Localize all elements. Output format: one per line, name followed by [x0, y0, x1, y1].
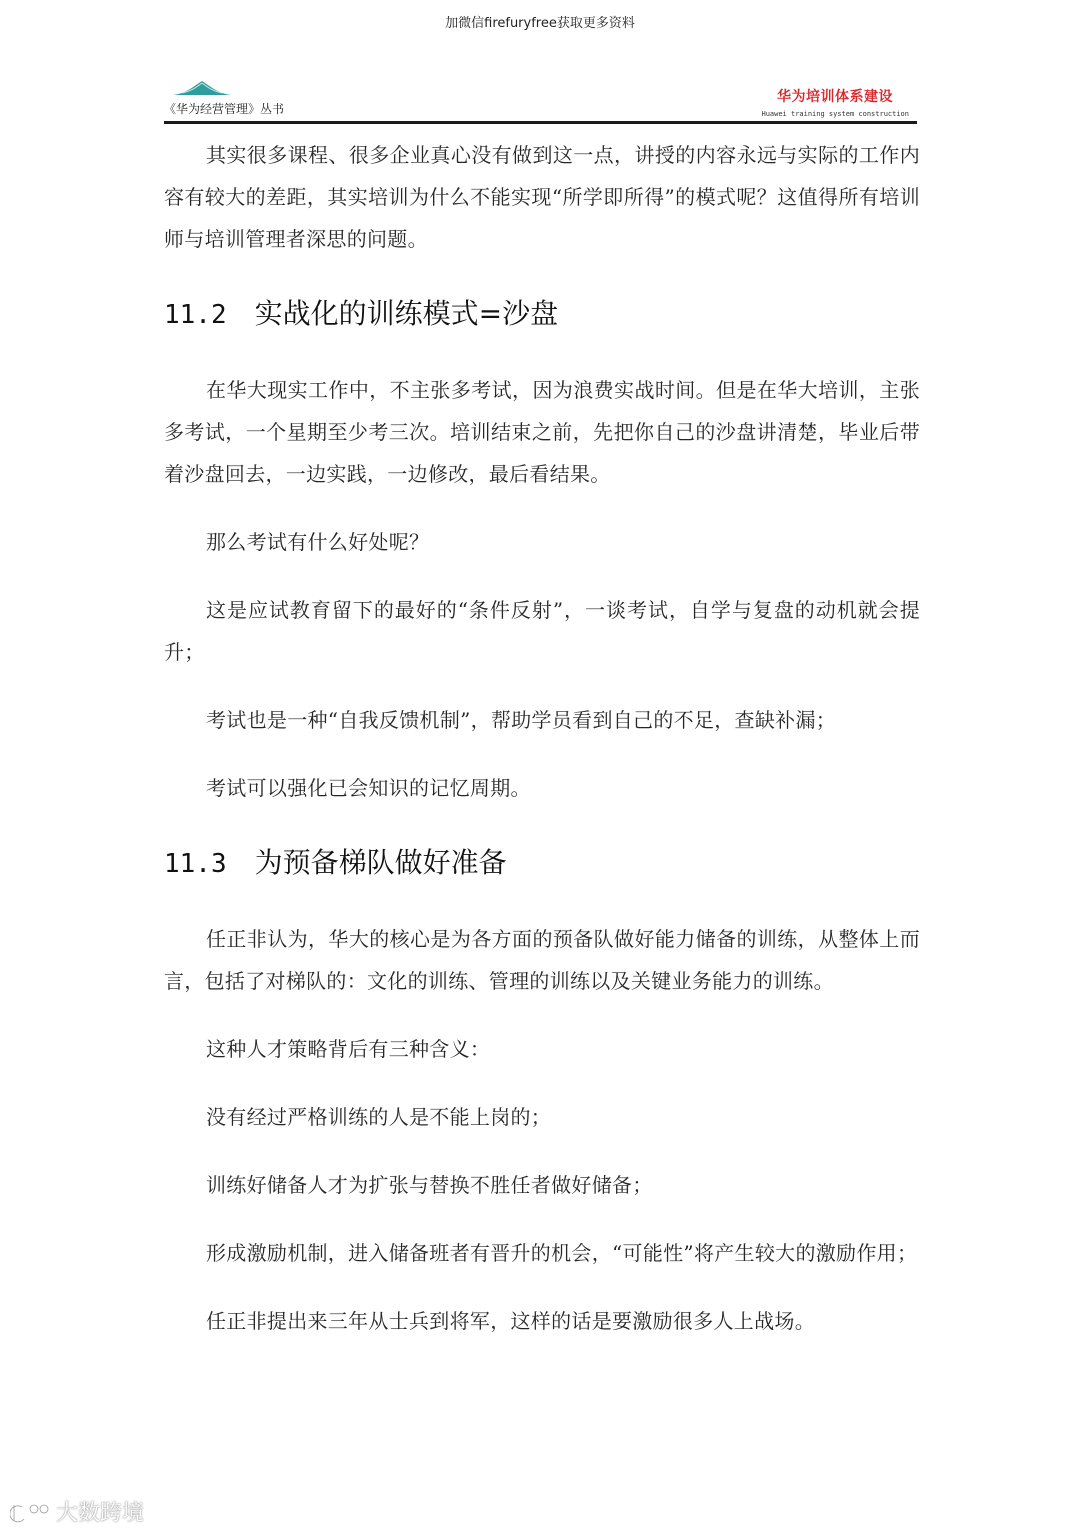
paragraph: 在华大现实工作中，不主张多考试，因为浪费实战时间。但是在华大培训，主张多考试，一个星期至少考三次。培训结束之前，先把你自己的沙盘讲清楚，毕业后带着沙盘回去，一边实践，一边修改，最后看结果。 — [164, 378, 920, 486]
kuajing-logo-icon — [10, 1499, 50, 1525]
paragraph: 任正非认为，华大的核心是为各方面的预备队做好能力储备的训练，从整体上而言，包括了对梯队的：文化的训练、管理的训练以及关键业务能力的训练。 — [164, 927, 920, 993]
watermark — [10, 1496, 144, 1527]
document-body — [164, 134, 920, 1342]
section-title: 实战化的训练模式=沙盘 — [254, 297, 559, 330]
brand-subtitle: Huawei training system construction — [761, 110, 909, 118]
paragraph: 没有经过严格训练的人是不能上岗的； — [206, 1105, 552, 1129]
paragraph: 这种人才策略背后有三种含义： — [206, 1037, 491, 1061]
series-title: 《华为经营管理》丛书 — [164, 102, 285, 116]
paragraph: 考试也是一种“自我反馈机制”，帮助学员看到自己的不足，查缺补漏； — [206, 708, 837, 732]
paragraph: 任正非提出来三年从士兵到将军，这样的话是要激励很多人上战场。 — [206, 1309, 815, 1333]
header-rule — [164, 121, 917, 124]
paragraph: 形成激励机制，进入储备班者有晋升的机会，“可能性”将产生较大的激励作用； — [206, 1241, 918, 1265]
paragraph: 训练好储备人才为扩张与替换不胜任者做好储备； — [206, 1173, 653, 1197]
mountain-logo-icon — [172, 80, 232, 96]
page-header — [164, 76, 917, 124]
intro-paragraph: 其实很多课程、很多企业真心没有做到这一点，讲授的内容永远与实际的工作内容有较大的差距，其实培训为什么不能实现“所学即所得”的模式呢？这值得所有培训师与培训管理者深思的问题。 — [164, 143, 920, 251]
top-note: 加微信firefuryfree获取更多资料 — [445, 16, 635, 31]
section-heading-11-3 — [164, 843, 920, 884]
paragraph: 考试可以强化已会知识的记忆周期。 — [206, 776, 531, 800]
watermark-text: 大数跨境 — [56, 1501, 145, 1526]
paragraph: 那么考试有什么好处呢？ — [206, 530, 430, 554]
section-title: 为预备梯队做好准备 — [254, 846, 507, 879]
paragraph: 这是应试教育留下的最好的“条件反射”，一谈考试，自学与复盘的动机就会提升； — [164, 598, 920, 664]
section-heading-11-2 — [164, 294, 920, 335]
section-number: 11.3 — [164, 849, 227, 879]
section-number: 11.2 — [164, 300, 227, 330]
brand-title: 华为培训体系建设 — [777, 89, 893, 105]
